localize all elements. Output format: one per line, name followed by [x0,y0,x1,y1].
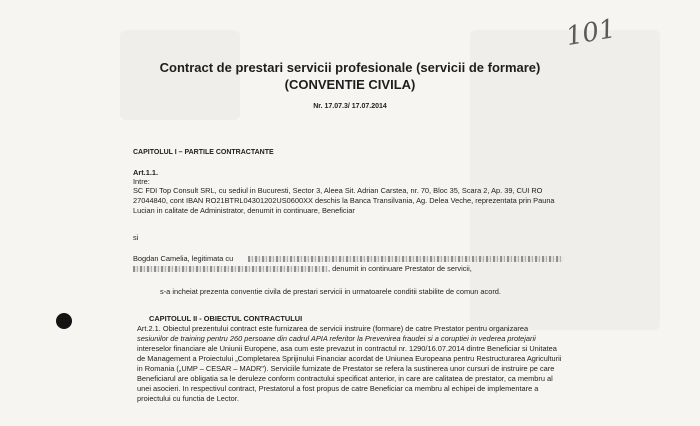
handwritten-page-number: 101 [563,13,618,53]
chapter1-heading: CAPITOLUL I – PARTILE CONTRACTANTE [133,149,274,156]
hole-punch-mark [56,313,72,329]
party1-line1: SC FDI Top Consult SRL, cu sediul in Bucuresti, Sector 3, Aleea Sit. Adrian Carstea, nr. 70, Bloc 35, Scara 2, Ap. 39, CUI RO [133,186,543,195]
party2-line1: Bogdan Camelia, legitimata cu [133,254,234,263]
party1-line2: 27044840, cont IBAN RO21BTRL04301202US0600XX deschis la Banca Transilvania, Ag. Delea Veche, reprezentata prin Pauna [133,196,555,205]
redacted-personal-data [133,266,328,272]
article-2-1-line2: sesiunilor de training pentru 260 persoane din cadrul APIA referitor la Prevenirea fraudei si a coruptiei in vederea protejarii [137,334,536,343]
article-1-1-label: Art.1.1. [133,168,159,177]
contract-number: Nr. 17.07.3/ 17.07.2014 [313,103,387,110]
article-2-1-line6: Beneficiarul are obligatia sa le deruleze conform contractului specificat anterior, in care are calitatea de prestator, ca membru al [137,374,553,383]
article-2-1-line4: de Management a Proiectului „Completarea Sprijinului Financiar acordat de Uniunea Europeana pentru Restructurarea Agriculturii [137,354,562,363]
article-2-1-line8: proiectului cu functia de Lector. [137,394,239,403]
party2-line2: , denumit in continuare Prestator de servicii, [328,264,472,273]
document-subtitle: (CONVENTIE CIVILA) [284,77,416,92]
between-label: Intre: [133,177,150,186]
party1-line3: Lucian in calitate de Administrator, denumit in continuare, Beneficiar [133,206,355,215]
convention-statement: s-a incheiat prezenta conventie civila de prestari servicii in urmatoarele conditii stabilite de comun acord. [160,287,501,296]
and-label: si [133,233,139,242]
chapter2-heading: CAPITOLUL II - OBIECTUL CONTRACTULUI [149,314,303,323]
article-2-1-line3: intereselor financiare ale Uniunii Europene, asa cum este prevazut in contractul nr. 1290/16.07.2014 dintre Beneficiar si Unitatea [137,344,557,353]
article-2-1-line1: Art.2.1. Obiectul prezentului contract este furnizarea de servicii instruire (formare) de catre Prestator pentru organizarea [137,324,529,333]
article-2-1-line7: unei asocieri. In respectivul contract, Prestatorul a fost propus de catre Beneficiar ca membru al echipei de implementare a [137,384,539,393]
document-title: Contract de prestari servicii profesionale (servicii de formare) [159,60,541,75]
redacted-personal-data [248,256,563,262]
article-2-1-line5: in Romania („UMP – CESAR – MADR"). Serviciile furnizate de Prestator se refera la sustinerea unor cursuri de instruire pe care [137,364,555,373]
